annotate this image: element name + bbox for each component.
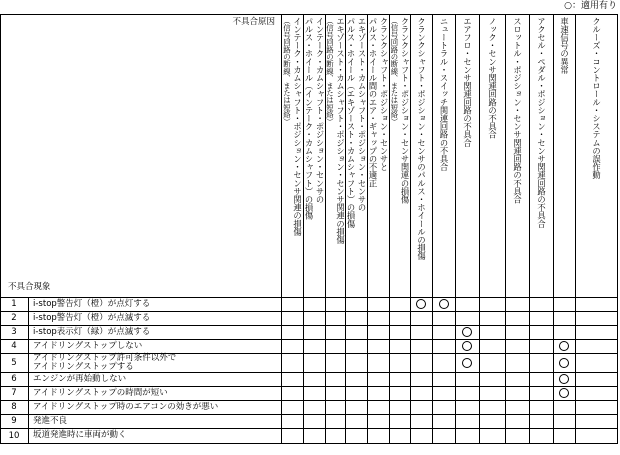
cause-header-line: クランクシャフト・ポジション・センサのパルス・ホイールの損傷 — [416, 17, 427, 260]
applicable-circle-icon — [439, 299, 449, 309]
cause-header-line: クランクシャフト・ポジション・センサと — [379, 17, 389, 171]
cause-header-line: ニュートラル・スイッチ関連回路の不具合 — [439, 17, 449, 171]
cause-header-line: パルス・ホイール（エキゾースト・カムシャフト）の損傷 — [346, 17, 356, 228]
cause-header-line: エキゾースト・カムシャフト・ポジション・センサ関連の損傷 — [335, 17, 346, 244]
symptom-text: エンジンが再始動しない — [33, 373, 127, 384]
row-divider — [0, 339, 618, 340]
header-symptom-label: 不具合現象 — [8, 282, 51, 292]
row-divider — [0, 414, 618, 415]
column-divider — [617, 14, 618, 443]
cause-column-header — [411, 17, 432, 260]
row-divider — [0, 325, 618, 326]
row-divider — [0, 443, 618, 444]
cause-header-line: クランクシャフト・ポジション・センサ関連の損傷 — [400, 17, 410, 204]
symptom-number: 3 — [11, 327, 17, 337]
applicable-circle-icon — [559, 358, 569, 368]
cause-header-line: エアフロ・センサ関連回路の不具合 — [462, 17, 473, 147]
cause-column-header — [326, 17, 345, 244]
row-divider — [0, 311, 618, 312]
symptom-number: 10 — [8, 430, 20, 441]
cause-header-line: インテーク・カムシャフト・ポジション・センサの — [315, 17, 325, 204]
cause-symptom-table — [0, 14, 618, 454]
symptom-number: 2 — [11, 313, 17, 323]
column-divider — [28, 297, 29, 443]
applicable-circle-icon — [462, 327, 472, 337]
symptom-number: 1 — [11, 299, 17, 309]
cause-header-line: 車速信号の異常 — [559, 17, 570, 74]
cause-column-header — [346, 17, 367, 228]
legend-applicable: ○：適用有り — [564, 1, 617, 11]
cause-column-header — [304, 17, 325, 220]
column-divider — [553, 14, 554, 443]
applicable-circle-icon — [462, 358, 472, 368]
header-divider — [0, 297, 618, 298]
symptom-text: アイドリングストップ時のエアコンの効きが悪い — [33, 401, 219, 412]
cause-column-header — [433, 17, 455, 171]
applicable-circle-icon — [462, 341, 472, 351]
row-divider — [0, 372, 618, 373]
symptom-number: 7 — [11, 388, 17, 398]
cause-column-header — [282, 17, 303, 236]
cause-header-line: クルーズ・コントロール・システムの誤作動 — [591, 17, 602, 179]
cause-header-note: （信号回路の断線、または短絡） — [282, 17, 292, 125]
row-divider — [0, 428, 618, 429]
cause-header-line: インテーク・カムシャフト・ポジション・センサ関連の損傷 — [292, 17, 303, 236]
cause-column-header — [390, 17, 410, 203]
symptom-text: 坂道発進時に車両が動く — [33, 430, 127, 440]
applicable-circle-icon — [416, 299, 426, 309]
cause-column-header — [576, 17, 617, 179]
cause-header-line: エキゾースト・カムシャフト・ポジション・センサの — [357, 17, 367, 212]
cause-header-line: パルス・ホイール（インテーク・カムシャフト）の損傷 — [304, 17, 314, 220]
applicable-circle-icon — [559, 341, 569, 351]
symptom-text: アイドリングストップしない — [33, 340, 143, 351]
cause-header-line: アクセル・ペダル・ポジション・センサ関連回路の不具合 — [536, 17, 547, 228]
table-border-top — [0, 14, 618, 15]
cause-header-line: パルス・ホイール間のエア・ギャップの不適正 — [368, 17, 378, 188]
symptom-text: アイドリングストップ許可条件以外で — [33, 352, 177, 363]
row-divider — [0, 386, 618, 387]
cause-header-line: スロットル・ポジション・センサ関連回路の不具合 — [512, 17, 523, 204]
symptom-text: i-stop表示灯（緑）が点滅する — [33, 326, 151, 337]
symptom-text: i-stop警告灯（橙）が点滅する — [33, 312, 151, 323]
symptom-number: 4 — [11, 341, 17, 351]
symptom-number: 8 — [11, 402, 17, 412]
cause-column-header — [506, 17, 529, 203]
symptom-text: アイドリングストップする — [33, 361, 134, 372]
row-divider — [0, 400, 618, 401]
cause-column-header — [368, 17, 389, 187]
cause-column-header — [456, 17, 479, 147]
symptom-number: 9 — [11, 416, 17, 426]
symptom-text: i-stop警告灯（橙）が点灯する — [33, 298, 151, 309]
symptom-text: 発進不良 — [33, 415, 68, 426]
symptom-text: アイドリングストップの時間が短い — [33, 387, 168, 398]
cause-column-header — [530, 17, 553, 228]
symptom-number: 5 — [11, 357, 17, 368]
cause-column-header — [480, 17, 505, 139]
cause-column-header — [554, 17, 575, 74]
cause-header-line: ノック・センサ関連回路の不具合 — [487, 17, 498, 139]
applicable-circle-icon — [559, 388, 569, 398]
symptom-number: 6 — [11, 374, 17, 384]
cause-header-note: （信号回路の断線、または短絡） — [390, 17, 399, 125]
header-cause-label: 不具合原因 — [232, 17, 275, 27]
cause-header-note: （信号回路の断線、または短絡） — [325, 17, 335, 125]
applicable-circle-icon — [559, 374, 569, 384]
